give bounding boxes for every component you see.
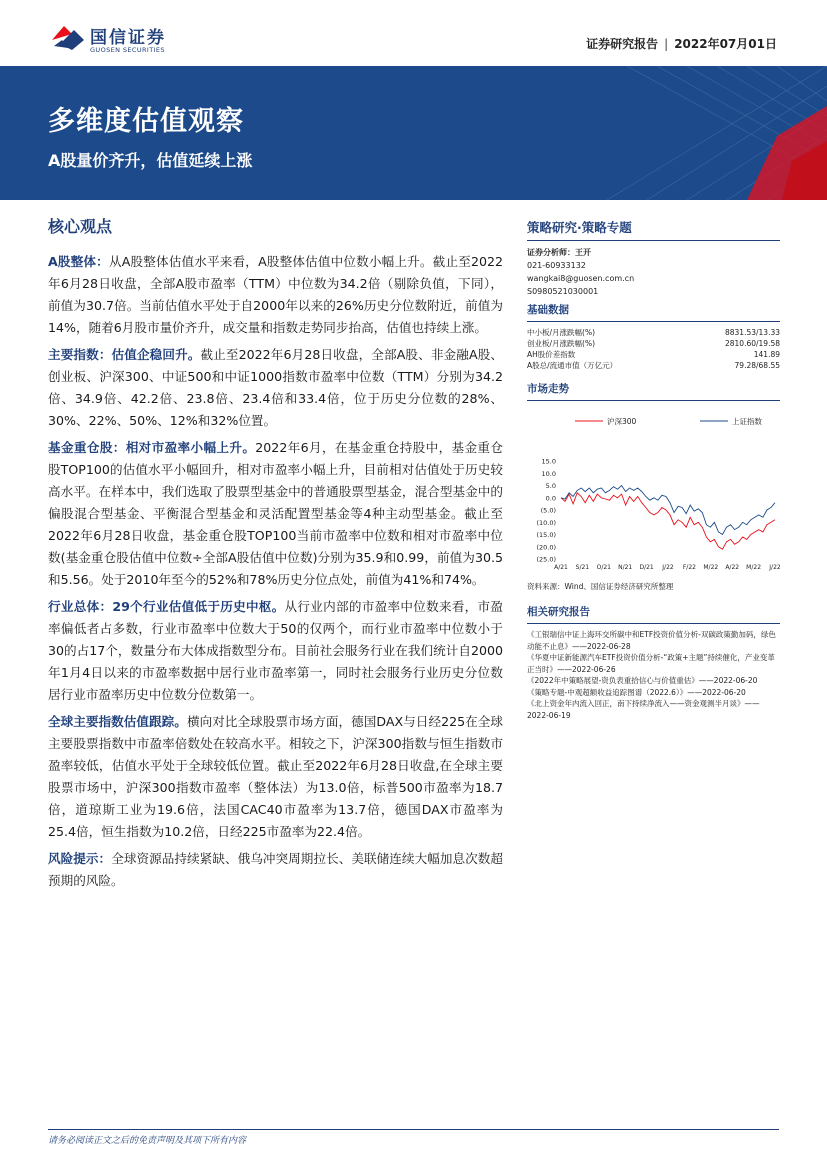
related-report-link[interactable]: 《策略专题-中观超额收益追踪图谱（2022.6）》——2022-06-20 — [527, 687, 746, 697]
page-header — [0, 0, 827, 66]
report-info — [586, 35, 777, 52]
x-tick-label: M/22 — [703, 564, 719, 571]
basic-data-value: 2810.60/19.58 — [724, 339, 780, 348]
paragraph-lead: A股整体： — [48, 254, 109, 269]
paragraph-lead: 基金重仓股：相对市盈率小幅上升。 — [48, 440, 256, 455]
x-tick-label: N/21 — [618, 564, 633, 571]
logo-text-cn: 国信证券 — [90, 28, 166, 48]
report-title: 多维度估值观察 — [48, 106, 244, 137]
divider — [527, 321, 780, 322]
paragraph-text: 截止至2022年6月28日收盘，全部A股、非金融A股、创业板、沪深300、中证500和中证1000指数市盈率中位数（TTM）分别为34.2倍、34.9倍、42.2倍、23.8倍、23.4倍和33.4倍，位于历史分位数的28%、30%、22%、50%、12%和32%位置。 — [48, 347, 504, 428]
paragraph-lead: 行业总体：29个行业估值低于历史中枢。 — [48, 599, 285, 614]
series-line — [561, 486, 775, 535]
paragraph-text: 横向对比全球股票市场方面，德国DAX与日经225在全球主要股票指数中市盈率倍数处在较高水平。相较之下，沪深300指数与恒生指数市盈率较低，估值水平处于全球较低位置。截止至2022年6月28日收盘,在全球主要股票市场中，沪深300指数市盈率（整体法）为13.0倍，标普500市盈率为18.7倍，道琼斯工业为19.6倍，法国CAC40市盈率为13.7倍，德国DAX市盈率为25.4倍，恒生指数为10.2倍，日经225市盈率为22.4倍。 — [48, 714, 504, 839]
footer-disclaimer: 请务必阅读正文之后的免责声明及其项下所有内容 — [48, 1136, 247, 1146]
report-type: 证券研究报告 — [586, 37, 659, 51]
x-tick-label: F/22 — [682, 564, 696, 571]
divider — [527, 400, 780, 401]
basic-data-table — [527, 327, 780, 371]
paragraph-lead: 全球主要指数估值跟踪。 — [48, 714, 187, 729]
basic-data-row — [527, 349, 780, 360]
basic-data-value: 79.28/68.55 — [734, 361, 780, 370]
series-line — [561, 493, 775, 549]
y-tick-label: (25.0) — [536, 555, 556, 564]
analyst-cert: S0980521030001 — [527, 287, 599, 296]
basic-data-row — [527, 327, 780, 338]
paragraph-global-indices — [48, 711, 503, 843]
paragraph-lead: 风险提示： — [48, 851, 112, 866]
paragraph-fund-holdings — [48, 437, 503, 591]
market-trend-title: 市场走势 — [527, 383, 569, 395]
separator: | — [664, 37, 669, 51]
paragraph-text: 全球资源品持续紧缺、俄乌冲突周期拉长、美联储连续大幅加息次数超预期的风险。 — [48, 851, 504, 888]
report-date: 2022年07月01日 — [674, 37, 777, 51]
core-views-title: 核心观点 — [48, 217, 113, 236]
chart-source: 资料来源：Wind、国信证券经济研究所整理 — [527, 582, 674, 591]
basic-data-label: 创业板/月涨跌幅(%) — [527, 339, 596, 348]
basic-data-row — [527, 338, 780, 349]
trend-chart-svg — [527, 409, 780, 579]
related-reports-title: 相关研究报告 — [527, 606, 590, 618]
report-category: 策略研究·策略专题 — [527, 220, 632, 235]
y-tick-label: 10.0 — [541, 469, 556, 478]
guosen-logo-icon — [50, 22, 88, 52]
analyst-info — [527, 246, 780, 298]
y-tick-label: (15.0) — [536, 531, 556, 539]
basic-data-title: 基础数据 — [527, 304, 569, 316]
title-banner — [0, 66, 827, 200]
related-report-link[interactable]: 《2022年中策略展望-资负表重拾信心与价值重估》——2022-06-20 — [527, 676, 758, 685]
y-tick-label: 0.0 — [545, 494, 556, 503]
core-views-section — [48, 214, 503, 897]
y-tick-label: (20.0) — [536, 543, 556, 552]
analyst-email[interactable]: wangkai8@guosen.com.cn — [527, 274, 635, 283]
related-report-link[interactable]: 《华夏中证新能源汽车ETF投资价值分析-“政策+主题”持续催化，产业变革正当时》——2022-06-26 — [527, 653, 775, 674]
basic-data-value: 141.89 — [753, 350, 780, 359]
paragraph-risk — [48, 848, 503, 892]
paragraph-a-share — [48, 251, 503, 339]
x-tick-label: J/22 — [769, 564, 780, 571]
x-tick-label: A/21 — [554, 564, 568, 571]
y-tick-label: 5.0 — [545, 482, 556, 490]
paragraph-text: 从A股整体估值水平来看，A股整体估值中位数小幅上升。截止至2022年6月28日收盘，全部A股市盈率（TTM）中位数为34.2倍（剔除负值，下同），前值为30.7倍。当前估值水平处于自2000年以来的26%历史分位数附近，前值为14%，随着6月股市量价齐升，成交量和指数走势同步抬高，估值也持续上涨。 — [48, 254, 504, 335]
analyst-line — [527, 246, 780, 259]
footer-divider — [48, 1129, 779, 1130]
report-subtitle: A股量价齐升，估值延续上涨 — [48, 151, 253, 170]
paragraph-text: 2022年6月，在基金重仓持股中，基金重仓股TOP100的估值水平小幅回升，相对市盈率小幅上升，目前相对估值处于历史较高水平。在样本中，我们选取了股票型基金中的普通股票型基金，混合型基金中的偏股混合型基金、平衡混合型基金和灵活配置型基金等4种主动型基金。截止至2022年6月28日收盘，基金重仓股TOP100当前市盈率中位数和相对市盈率中位数(基金重仓股估值中位数÷全部A股估值中位数)分别为35.9和0.99，前值为30.5和5.56。处于2010年至今的52%和78%历史分位点处，前值为41%和74%。 — [48, 440, 503, 587]
related-reports-list — [527, 629, 780, 721]
analyst-label: 证券分析师： — [527, 248, 575, 257]
x-tick-label: A/22 — [725, 564, 740, 571]
x-tick-label: J/22 — [662, 564, 674, 571]
related-report-link[interactable]: 《工银瑞信中证上海环交所碳中和ETF投资价值分析-双碳政策勤加码，绿色动能不止息》——2022-06-28 — [527, 630, 776, 651]
paragraph-industry — [48, 596, 503, 706]
market-trend-chart — [527, 409, 780, 579]
analyst-name: 王开 — [575, 248, 591, 257]
basic-data-label: AH股价差指数 — [527, 350, 576, 359]
logo-text-en: GUOSEN SECURITIES — [90, 46, 165, 54]
sidebar — [527, 218, 780, 721]
related-report-link[interactable]: 《北上资金年内流入回正，南下持续净流入——资金观测半月谈》——2022-06-19 — [527, 699, 760, 720]
analyst-phone: 021-60933132 — [527, 261, 586, 270]
y-tick-label: (10.0) — [536, 518, 556, 527]
banner-decoration-icon — [527, 66, 827, 200]
legend-label: 沪深300 — [607, 417, 637, 426]
x-tick-label: M/22 — [746, 564, 762, 571]
x-tick-label: D/21 — [639, 564, 654, 571]
basic-data-value: 8831.53/13.33 — [724, 328, 780, 337]
paragraph-major-indices — [48, 344, 503, 432]
legend-label: 上证指数 — [732, 417, 762, 426]
divider — [527, 240, 780, 241]
basic-data-row — [527, 360, 780, 371]
x-tick-label: O/21 — [596, 564, 611, 571]
paragraph-text: 从行业内部的市盈率中位数来看，市盈率偏低者占多数，行业市盈率中位数大于50的仅两个，而行业市盈率中位数小于30的占17个，数量分布大体成指数型分布。目前社会服务行业在我们统计自2000年1月4日以来的市盈率数据中居行业市盈率第一，同时社会服务行业历史分位数居行业市盈率历史中位数分位数第一。 — [48, 599, 504, 702]
company-logo — [50, 22, 190, 58]
basic-data-label: A股总/流通市值（万亿元） — [527, 361, 618, 370]
paragraph-lead: 主要指数：估值企稳回升。 — [48, 347, 201, 362]
y-tick-label: (5.0) — [540, 506, 556, 515]
x-tick-label: S/21 — [575, 564, 590, 571]
basic-data-label: 中小板/月涨跌幅(%) — [527, 328, 596, 337]
y-tick-label: 15.0 — [541, 457, 556, 466]
divider — [527, 623, 780, 624]
